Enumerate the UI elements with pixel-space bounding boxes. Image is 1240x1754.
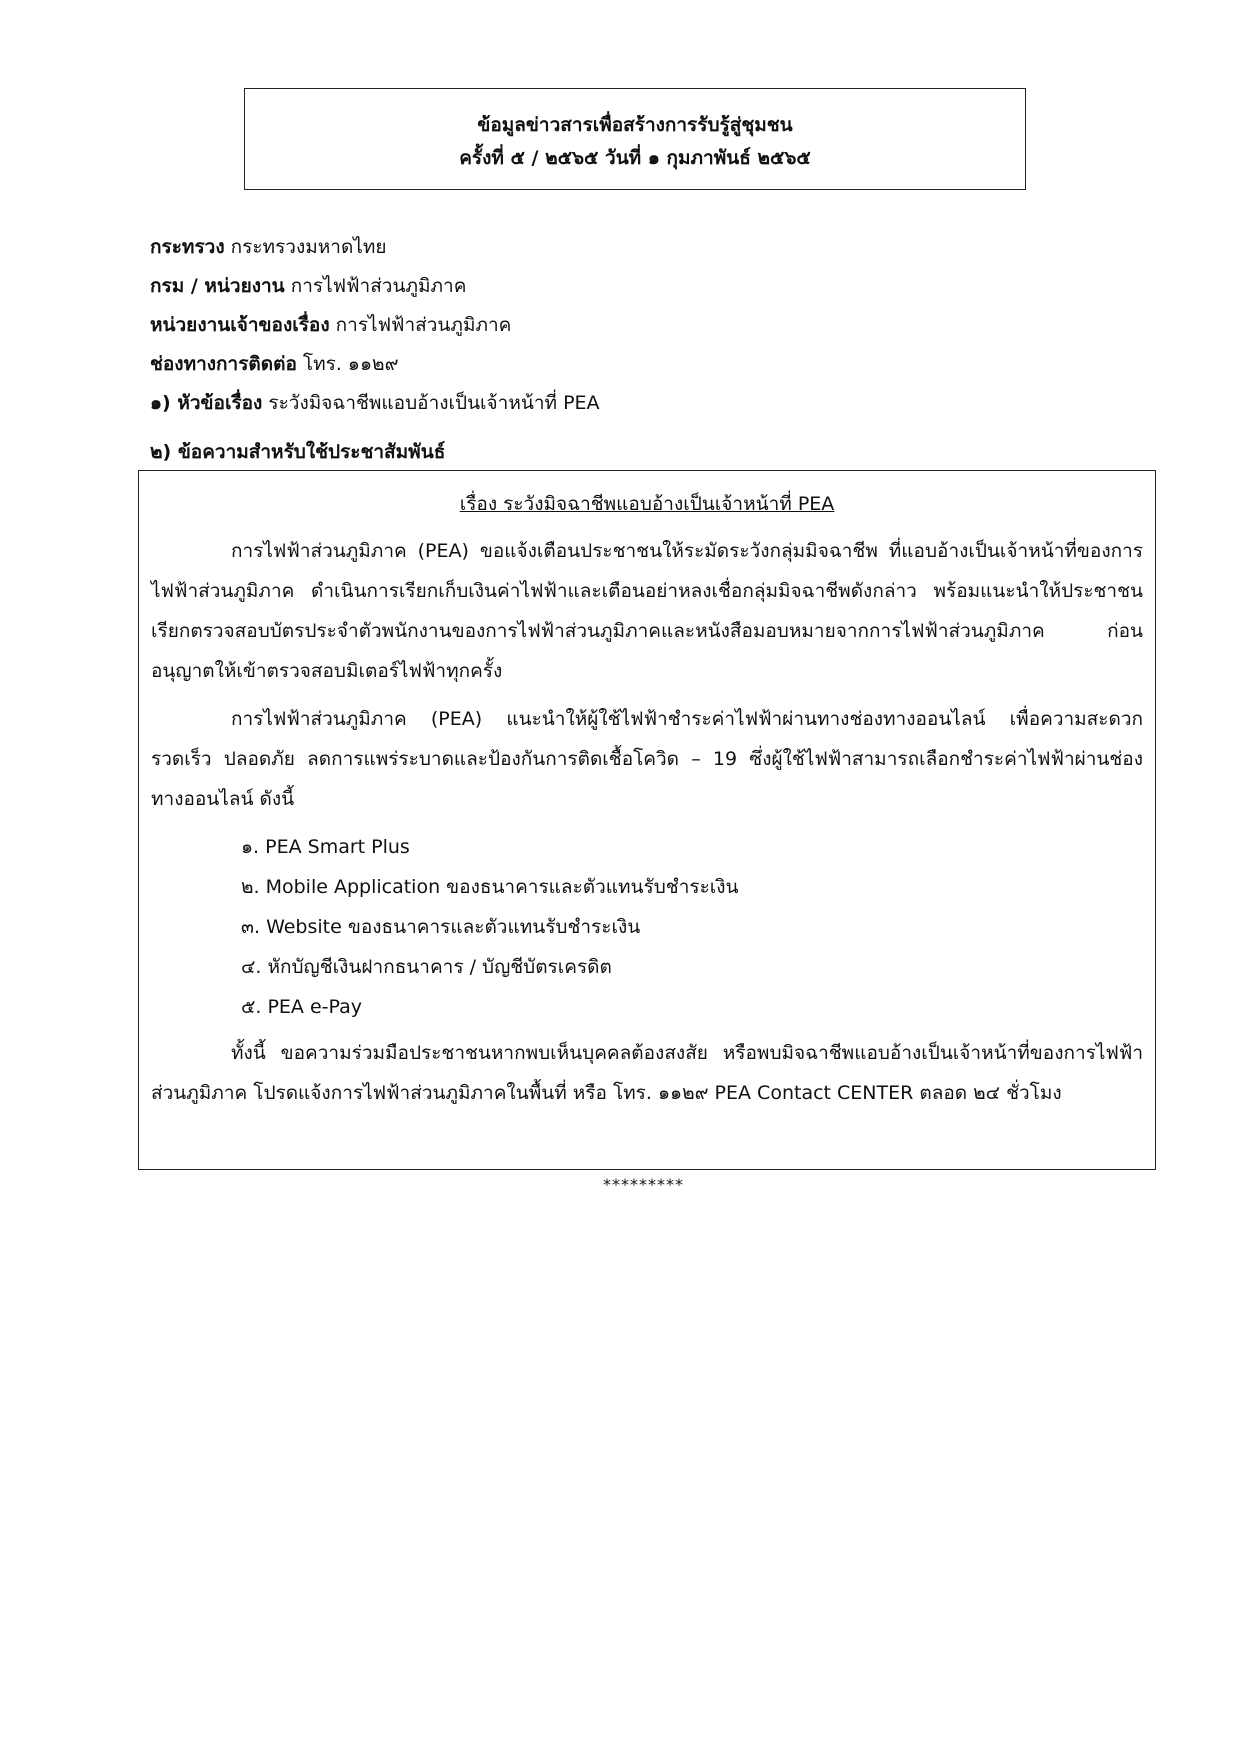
meta-ministry xyxy=(150,228,600,267)
list-item: ๓. Website ของธนาคารและตัวแทนรับชำระเงิน xyxy=(241,916,641,938)
topic-value: ระวังมิจฉาชีพแอบอ้างเป็นเจ้าหน้าที่ PEA xyxy=(268,392,600,414)
content-paragraph-2: การไฟฟ้าส่วนภูมิภาค (PEA) แนะนำให้ผู้ใช้ไฟฟ้าชำระค่าไฟฟ้าผ่านทางช่องทางออนไลน์ เพื่อความสะดวก รวดเร็ว ปลอดภัย ลดการแพร่ระบาดและป้องกันการติดเชื้อโควิด – 19 ซึ่งผู้ใช้ไฟฟ้าสามารถเลือกชำระค่าไฟฟ้าผ่านช่องทางออนไลน์ ดังนี้ xyxy=(151,708,1143,810)
header-box xyxy=(244,88,1026,190)
meta-contact xyxy=(150,345,600,384)
meta-block xyxy=(150,228,600,423)
owner-value: การไฟฟ้าส่วนภูมิภาค xyxy=(335,314,512,336)
section2-heading: ๒) ข้อความสำหรับใช้ประชาสัมพันธ์ xyxy=(150,441,446,463)
content-paragraph-3: ทั้งนี้ ขอความร่วมมือประชาชนหากพบเห็นบุคคลต้องสงสัย หรือพบมิจฉาชีพแอบอ้างเป็นเจ้าหน้าที่ของการไฟฟ้าส่วนภูมิภาค โปรดแจ้งการไฟฟ้าส่วนภูมิภาคในพื้นที่ หรือ โทร. ๑๑๒๙ PEA Contact CENTER ตลอด ๒๔ ชั่วโมง xyxy=(151,1042,1143,1104)
list-item: ๒. Mobile Application ของธนาคารและตัวแทนรับชำระเงิน xyxy=(241,876,739,898)
content-box xyxy=(138,470,1156,1170)
meta-topic xyxy=(150,384,600,423)
meta-department xyxy=(150,267,600,306)
department-value: การไฟฟ้าส่วนภูมิภาค xyxy=(290,275,467,297)
ministry-value: กระทรวงมหาดไทย xyxy=(230,236,387,258)
list-item: ๕. PEA e-Pay xyxy=(241,996,362,1018)
end-mark: ********* xyxy=(603,1175,684,1194)
header-issue-date: ครั้งที่ ๕ / ๒๕๖๕ วันที่ ๑ กุมภาพันธ์ ๒๕๖๕ xyxy=(459,147,811,169)
contact-label: ช่องทางการติดต่อ xyxy=(150,353,297,375)
ministry-label: กระทรวง xyxy=(150,236,225,258)
content-paragraph-1: การไฟฟ้าส่วนภูมิภาค (PEA) ขอแจ้งเตือนประชาชนให้ระมัดระวังกลุ่มมิจฉาชีพ ที่แอบอ้างเป็นเจ้าหน้าที่ของการไฟฟ้าส่วนภูมิภาค ดำเนินการเรียกเก็บเงินค่าไฟฟ้าและเตือนอย่าหลงเชื่อกลุ่มมิจฉาชีพดังกล่าว พร้อมแนะนำให้ประชาชนเรียกตรวจสอบบัตรประจำตัวพนักงานของการไฟฟ้าส่วนภูมิภาคและหนังสือมอบหมายจากการไฟฟ้าส่วนภูมิภาค ก่อนอนุญาตให้เข้าตรวจสอบมิเตอร์ไฟฟ้าทุกครั้ง xyxy=(151,540,1143,682)
topic-label: ๑) หัวข้อเรื่อง xyxy=(150,392,263,414)
content-title: เรื่อง ระวังมิจฉาชีพแอบอ้างเป็นเจ้าหน้าที่ PEA xyxy=(459,493,835,515)
list-item: ๔. หักบัญชีเงินฝากธนาคาร / บัญชีบัตรเครดิต xyxy=(241,956,612,978)
contact-value: โทร. ๑๑๒๙ xyxy=(302,353,399,375)
owner-label: หน่วยงานเจ้าของเรื่อง xyxy=(150,314,330,336)
meta-owner xyxy=(150,306,600,345)
list-item: ๑. PEA Smart Plus xyxy=(241,836,410,858)
department-label: กรม / หน่วยงาน xyxy=(150,275,285,297)
header-title: ข้อมูลข่าวสารเพื่อสร้างการรับรู้สู่ชุมชน xyxy=(477,114,793,136)
payment-channel-list xyxy=(151,827,1143,1027)
